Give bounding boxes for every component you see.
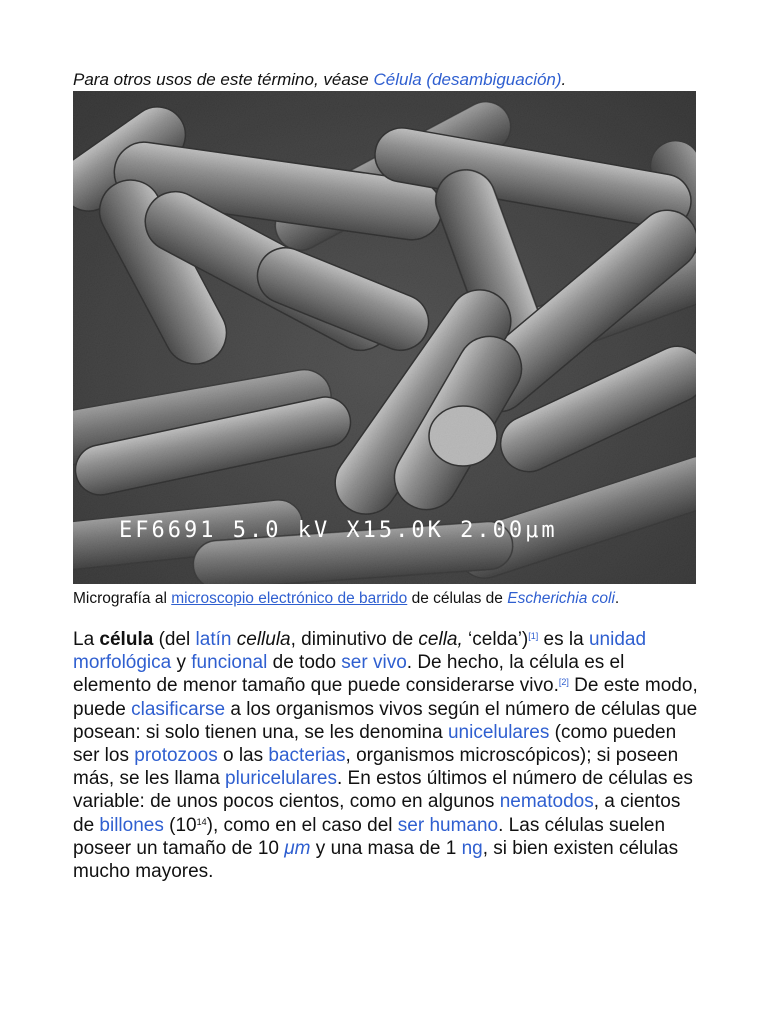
text: De este modo, puede — [73, 675, 698, 720]
text: ‘celda’) — [462, 629, 529, 650]
term-italic: cellula — [236, 629, 291, 650]
sem-micrograph-image — [73, 91, 696, 584]
sem-microscope-link[interactable]: microscopio electrónico de barrido — [171, 590, 408, 607]
text: (del — [153, 629, 196, 650]
latin-link[interactable]: latín — [195, 629, 232, 650]
reference-2-link[interactable]: [2] — [558, 677, 569, 688]
unicelulares-link[interactable]: unicelulares — [447, 721, 550, 743]
billones-link[interactable]: billones — [99, 814, 164, 836]
bacterias-link[interactable]: bacterias — [268, 745, 346, 767]
text: , a cientos de — [73, 791, 681, 836]
hatnote-text: Para otros usos de este término, véase — [73, 70, 374, 89]
text: de todo — [267, 652, 342, 674]
text: a los organismos vivos según el número de células que posean: si solo tienen una, se les denomina — [73, 698, 698, 743]
ser-humano-link[interactable]: ser humano — [397, 814, 499, 836]
funcional-link[interactable]: funcional — [191, 652, 268, 674]
text: (10 — [163, 814, 197, 836]
text: y una masa de 1 — [310, 837, 462, 859]
protozoos-link[interactable]: protozoos — [134, 745, 218, 767]
clasificarse-link[interactable]: clasificarse — [131, 698, 226, 720]
text: . De hecho, la célula es el elemento de menor tamaño que puede considerarse vivo. — [73, 652, 625, 697]
pluricelulares-link[interactable]: pluricelulares — [225, 768, 337, 790]
caption-text: de células de — [407, 590, 508, 607]
term-italic: cella, — [418, 629, 463, 650]
nematodos-link[interactable]: nematodos — [499, 791, 594, 813]
unidad-morfologica-link[interactable]: unidad morfológica — [73, 629, 647, 674]
nanogram-link[interactable]: ng — [461, 837, 483, 859]
hatnote-period: . — [561, 70, 567, 89]
text: , diminutivo de — [290, 629, 419, 650]
text: (como pueden ser los — [73, 721, 677, 767]
caption-text: Micrografía al — [73, 590, 172, 607]
ser-vivo-link[interactable]: ser vivo — [341, 652, 407, 674]
exponent: 14 — [196, 816, 207, 827]
text: , organismos microscópicos); si poseen más, se les llama — [73, 745, 679, 790]
reference-1-link[interactable]: [1] — [528, 631, 539, 641]
caption-text: . — [614, 590, 620, 607]
text: . Las células suelen poseer un tamaño de 10 — [73, 814, 666, 859]
disambiguation-link[interactable]: Célula (desambiguación) — [373, 70, 562, 89]
text: es la — [538, 629, 589, 650]
micrometre-link[interactable]: μm — [284, 837, 311, 859]
article-paragraph — [73, 628, 703, 883]
micrograph-svg — [73, 91, 696, 584]
term-bold: célula — [99, 629, 154, 650]
figure-caption — [73, 589, 703, 609]
text: . En estos últimos el número de células es variable: de unos pocos cientos, como en algunos — [73, 768, 693, 813]
text: , si bien existen células mucho mayores. — [73, 837, 679, 883]
sem-label: EF6691 5.0 kV X15.0K 2.00μm — [119, 518, 558, 543]
hatnote — [73, 68, 713, 92]
text: La — [73, 629, 100, 650]
text: y — [171, 652, 192, 674]
escherichia-coli-link[interactable]: Escherichia coli — [507, 590, 615, 607]
text: o las — [217, 745, 269, 767]
text: ), como en el caso del — [206, 814, 398, 836]
